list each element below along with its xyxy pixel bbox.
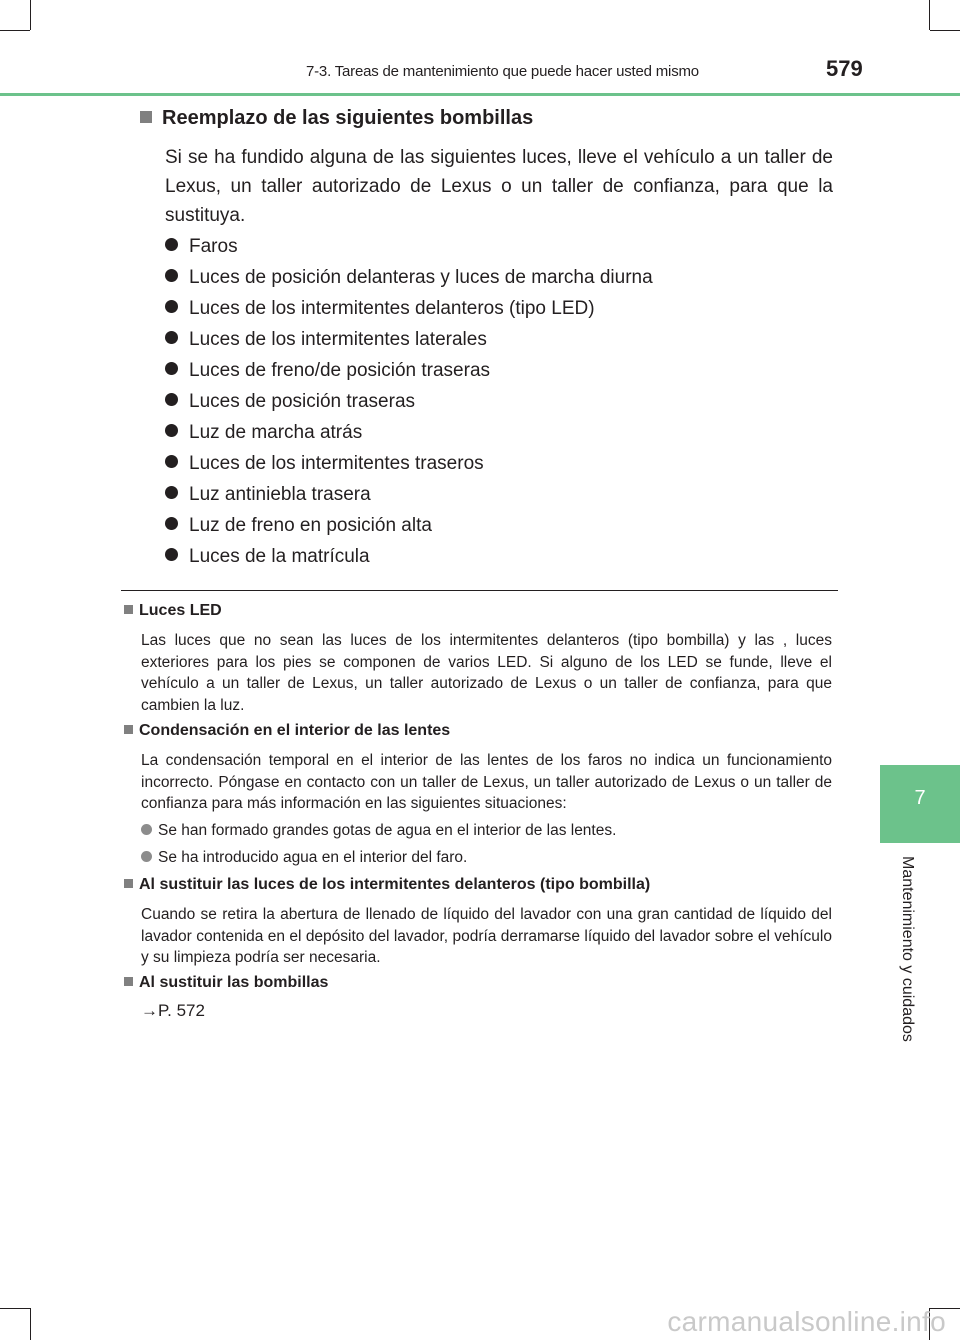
- running-header: 7-3. Tareas de mantenimiento que puede hacer usted mismo: [306, 63, 699, 80]
- bullet-dot-icon: [165, 486, 178, 499]
- bullet-dot-icon: [165, 424, 178, 437]
- list-item: Luces de los intermitentes delanteros (tipo LED): [165, 293, 653, 324]
- crop-mark: [929, 0, 930, 30]
- bullet-dot-icon: [165, 455, 178, 468]
- crop-mark: [0, 30, 30, 31]
- crop-mark: [30, 0, 31, 30]
- list-item: Luces de posición delanteras y luces de marcha diurna: [165, 262, 653, 293]
- list-item: Faros: [165, 231, 653, 262]
- square-bullet-icon: [124, 605, 133, 614]
- list-item: Se ha introducido agua en el interior del faro.: [141, 847, 467, 869]
- intro-paragraph: Si se ha fundido alguna de las siguientes luces, lleve el vehículo a un taller de Lexus, un taller autorizado de Lexus o un taller de confianza, para que la sustituya.: [165, 147, 833, 226]
- page-reference-link[interactable]: →P. 572: [141, 1001, 205, 1020]
- note-body-led: Las luces que no sean las luces de los intermitentes delanteros (tipo bombilla) y las , luces exteriores para los pies se componen de varios LED. Si alguno de los LED se funde, lleve el vehículo a un taller de Lexus, un taller autorizado de Lexus o un taller de confianza, para que cambien la luz.: [141, 632, 832, 714]
- bullet-dot-icon: [141, 824, 152, 835]
- square-bullet-icon: [124, 725, 133, 734]
- list-item: Luz antiniebla trasera: [165, 479, 653, 510]
- page-number: 579: [826, 56, 863, 81]
- bullet-dot-icon: [165, 300, 178, 313]
- bullet-dot-icon: [141, 851, 152, 862]
- bullet-dot-icon: [165, 393, 178, 406]
- list-item: Luces de la matrícula: [165, 541, 653, 572]
- square-bullet-icon: [124, 879, 133, 888]
- chapter-number: 7: [914, 787, 926, 809]
- section-heading: [140, 107, 533, 130]
- bullet-dot-icon: [165, 517, 178, 530]
- header-rule: [0, 93, 960, 96]
- note-body-condensation: La condensación temporal en el interior de las lentes de los faros no indica un funcionamiento incorrecto. Póngase en contacto con un taller de Lexus, un taller autorizado de Lexus o un taller de confianza para más información en las siguientes situaciones:: [141, 752, 832, 812]
- note-heading-replacing: Al sustituir las bombillas: [124, 974, 328, 992]
- bullet-dot-icon: [165, 548, 178, 561]
- list-item: Se han formado grandes gotas de agua en el interior de las lentes.: [141, 820, 616, 842]
- bullet-dot-icon: [165, 269, 178, 282]
- watermark: carmanualsonline.info: [667, 1306, 946, 1337]
- list-item: Luces de freno/de posición traseras: [165, 355, 653, 386]
- chapter-label: Mantenimiento y cuidados: [899, 856, 916, 1042]
- note-body-front-turn: Cuando se retira la abertura de llenado de líquido del lavador con una gran cantidad de líquido del lavador contenida en el depósito del lavador, podría derramarse líquido del lavador sobre el vehículo y su limpieza podría ser necesaria.: [141, 906, 832, 966]
- bulb-list: [165, 231, 653, 572]
- list-item: Luces de los intermitentes laterales: [165, 324, 653, 355]
- list-item: Luz de marcha atrás: [165, 417, 653, 448]
- bullet-dot-icon: [165, 331, 178, 344]
- list-item: Luces de los intermitentes traseros: [165, 448, 653, 479]
- note-heading-front-turn: Al sustituir las luces de los intermitentes delanteros (tipo bombilla): [124, 876, 650, 894]
- square-bullet-icon: [140, 111, 152, 123]
- section-heading-text: Reemplazo de las siguientes bombillas: [162, 107, 534, 129]
- bullet-dot-icon: [165, 362, 178, 375]
- square-bullet-icon: [124, 977, 133, 986]
- crop-mark: [30, 1308, 31, 1340]
- chapter-tab: [880, 765, 960, 843]
- bullet-dot-icon: [165, 238, 178, 251]
- note-heading-led: Luces LED: [124, 602, 222, 620]
- list-item: Luz de freno en posición alta: [165, 510, 653, 541]
- crop-mark: [930, 30, 960, 31]
- list-item: Luces de posición traseras: [165, 386, 653, 417]
- section-divider: [121, 590, 838, 591]
- crop-mark: [0, 1308, 30, 1309]
- note-heading-condensation: Condensación en el interior de las lentes: [124, 722, 450, 740]
